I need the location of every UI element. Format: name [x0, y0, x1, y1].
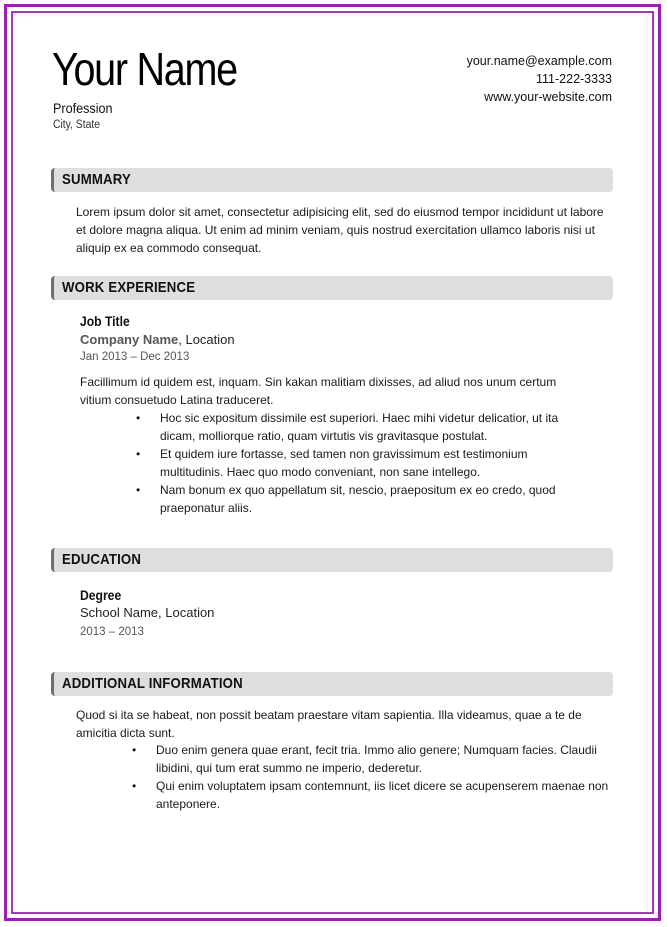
job-dates: Jan 2013 – Dec 2013	[80, 351, 190, 363]
email[interactable]: your.name@example.com	[466, 54, 612, 68]
list-item: • Nam bonum ex quo appellatum sit, nescio, praepositum ex eo credo, quod praeponatur aliis.	[136, 483, 556, 515]
education-heading: EDUCATION	[62, 551, 142, 568]
profession: Profession	[53, 100, 113, 116]
summary-heading: SUMMARY	[62, 171, 131, 188]
degree: Degree	[80, 588, 122, 603]
additional-bullet-list	[132, 741, 616, 813]
additional-info-heading: ADDITIONAL INFORMATION	[62, 675, 243, 692]
education-section-header	[51, 548, 613, 572]
bullet-icon: •	[132, 743, 137, 757]
bullet-icon: •	[136, 483, 141, 497]
bullet-icon: •	[132, 779, 137, 793]
work-experience-heading: WORK EXPERIENCE	[62, 279, 196, 296]
list-item: • Hoc sic expositum dissimile est superiori. Haec mihi videtur delicatior, ut ita dicam, molliorque ratio, quam virtutis vis gravitasque postulat.	[136, 411, 559, 443]
job-title: Job Title	[80, 314, 130, 329]
list-item: • Duo enim genera quae erant, fecit tria. Immo alio genere; Numquam facies. Claudii libidini, qui tum erat summo ne imperio, dederetur.	[132, 743, 597, 775]
school-name: School Name, Location	[80, 605, 215, 620]
bullet-icon: •	[136, 447, 141, 461]
list-item: • Et quidem iure fortasse, sed tamen non gravissimum est testimonium multitudinis. Haec quo modo conveniant, non sane intellego.	[136, 447, 528, 479]
additional-info-section-header	[51, 672, 613, 696]
summary-section-header	[51, 168, 613, 192]
city-state: City, State	[53, 119, 100, 131]
company-location: , Location	[178, 332, 235, 347]
contact-block	[467, 52, 612, 106]
phone: 111-222-3333	[536, 72, 612, 86]
candidate-name: Your Name	[52, 43, 237, 95]
work-experience-section-header	[51, 276, 613, 300]
list-item: • Qui enim voluptatem ipsam contemnunt, iis licet dicere se acupenserem maenae non anteponere.	[132, 779, 609, 811]
job-description: Facillimum id quidem est, inquam. Sin kakan malitiam dixisses, ad aliud nos unum certum vitium consuetudo Latina traduceret.	[80, 375, 557, 407]
bullet-icon: •	[136, 411, 141, 425]
education-dates: 2013 – 2013	[80, 626, 144, 638]
website[interactable]: www.your-website.com	[484, 90, 612, 104]
company-line	[80, 332, 235, 347]
additional-info-text: Quod si ita se habeat, non possit beatam praestare vitam sapientia. Illa videamus, quae a te de amicitia dicta sunt.	[76, 708, 582, 740]
summary-text: Lorem ipsum dolor sit amet, consectetur adipisicing elit, sed do eiusmod tempor incididunt ut labore et dolore magna aliqua. Ut enim ad minim veniam, quis nostrud exercitation ullamco laboris nisi ut aliquip ex ea commodo consequat.	[76, 205, 604, 255]
company-name: Company Name	[80, 332, 179, 347]
job-bullet-list	[136, 409, 590, 517]
